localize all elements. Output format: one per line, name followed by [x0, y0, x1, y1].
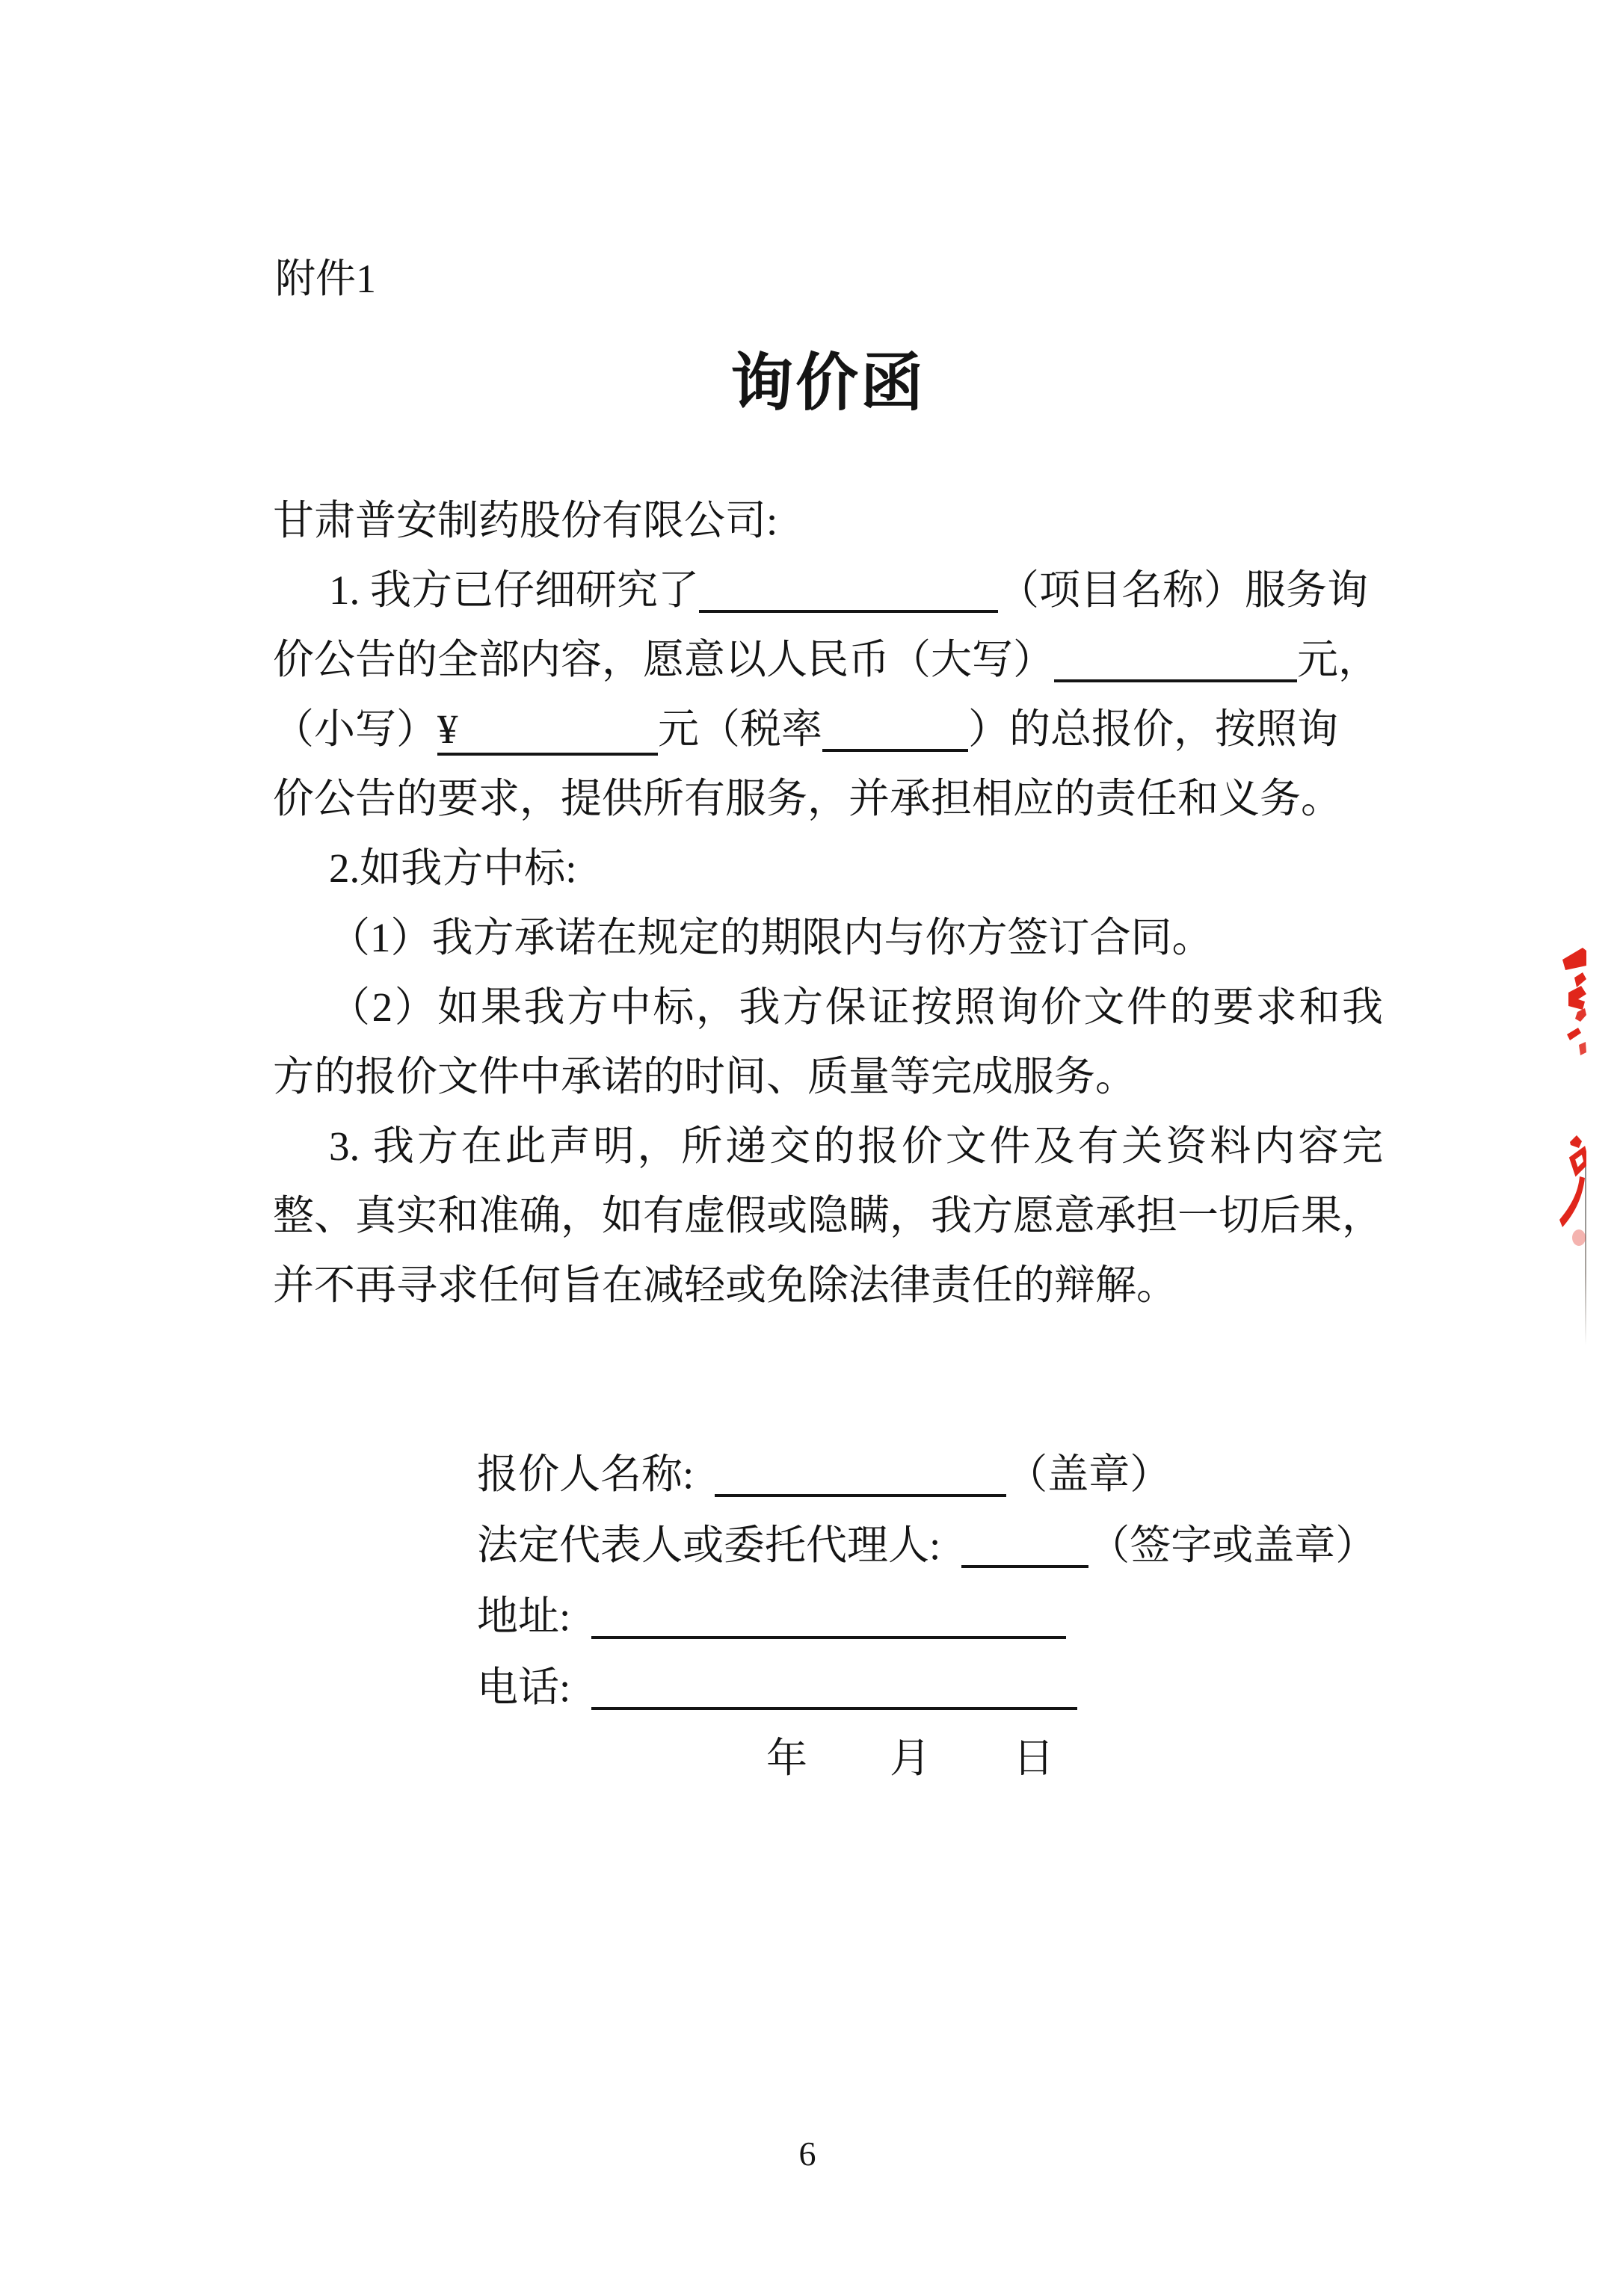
body-line-project — [273, 555, 1383, 625]
body-line-clause2-item1: （1）我方承诺在规定的期限内与你方签订合同。 — [329, 915, 1213, 960]
bidder-name-label: 报价人名称: — [477, 1451, 695, 1497]
representative-label: 法定代表人或委托代理人: — [477, 1522, 941, 1568]
signature-row-address — [477, 1581, 1066, 1651]
page-number: 6 — [798, 2135, 816, 2173]
currency-symbol: ¥ — [437, 706, 458, 752]
text-segment: 价公告的全部内容，愿意以人民币（大写） — [273, 637, 1055, 682]
text-segment: 元， — [1297, 637, 1380, 682]
body-line: 并不再寻求任何旨在减轻或免除法律责任的辩解。 — [273, 1262, 1178, 1308]
text-segment: 元（税率 — [658, 706, 823, 752]
address-label: 地址: — [477, 1593, 571, 1639]
text-segment: （小写） — [273, 706, 438, 752]
letter-body — [273, 486, 1383, 1320]
text-segment: 1. 我方已仔细研究了 — [329, 567, 700, 613]
blank-bidder-name — [715, 1494, 1006, 1497]
blank-project-name — [699, 610, 998, 613]
body-line: 价公告的要求，提供所有服务，并承担相应的责任和义务。 — [273, 776, 1343, 821]
body-line: 方的报价文件中承诺的时间、质量等完成服务。 — [273, 1054, 1137, 1099]
date-line: 年 月 日 — [766, 1735, 1055, 1781]
body-line-amount-figures — [273, 694, 1383, 764]
signature-row-representative — [477, 1510, 1376, 1580]
blank-address — [591, 1636, 1066, 1639]
signature-row-phone — [477, 1652, 1077, 1722]
seal-note: （盖章） — [1006, 1451, 1171, 1497]
body-line-amount-words — [273, 625, 1383, 694]
text-segment: （项目名称）服务询 — [998, 567, 1369, 613]
blank-phone — [591, 1707, 1077, 1710]
text-segment: ）的总报价，按照询 — [968, 706, 1339, 752]
blank-amount-in-figures — [437, 706, 658, 756]
salutation: 甘肃普安制药股份有限公司: — [273, 498, 778, 543]
document-title: 询价函 — [730, 349, 926, 419]
blank-amount-in-words — [1054, 679, 1297, 682]
red-seal-fragment-bottom-icon — [1559, 1132, 1586, 1251]
phone-label: 电话: — [477, 1664, 571, 1710]
body-line-clause3: 3. 我方在此声明，所递交的报价文件及有关资料内容完 — [329, 1123, 1383, 1169]
body-line-clause2-item2: （2）如果我方中标，我方保证按照询价文件的要求和我 — [329, 984, 1383, 1030]
blank-tax-rate — [822, 749, 968, 752]
red-seal-fragment-top-icon — [1559, 946, 1586, 1058]
body-line: 整、真实和准确，如有虚假或隐瞒，我方愿意承担一切后果， — [273, 1193, 1383, 1238]
attachment-label: 附件1 — [275, 256, 376, 301]
blank-representative-signature — [961, 1565, 1088, 1568]
body-line-clause2: 2.如我方中标: — [329, 845, 577, 891]
signature-row-bidder — [477, 1439, 1171, 1509]
sign-or-seal-note: （签字或盖章） — [1088, 1522, 1377, 1568]
